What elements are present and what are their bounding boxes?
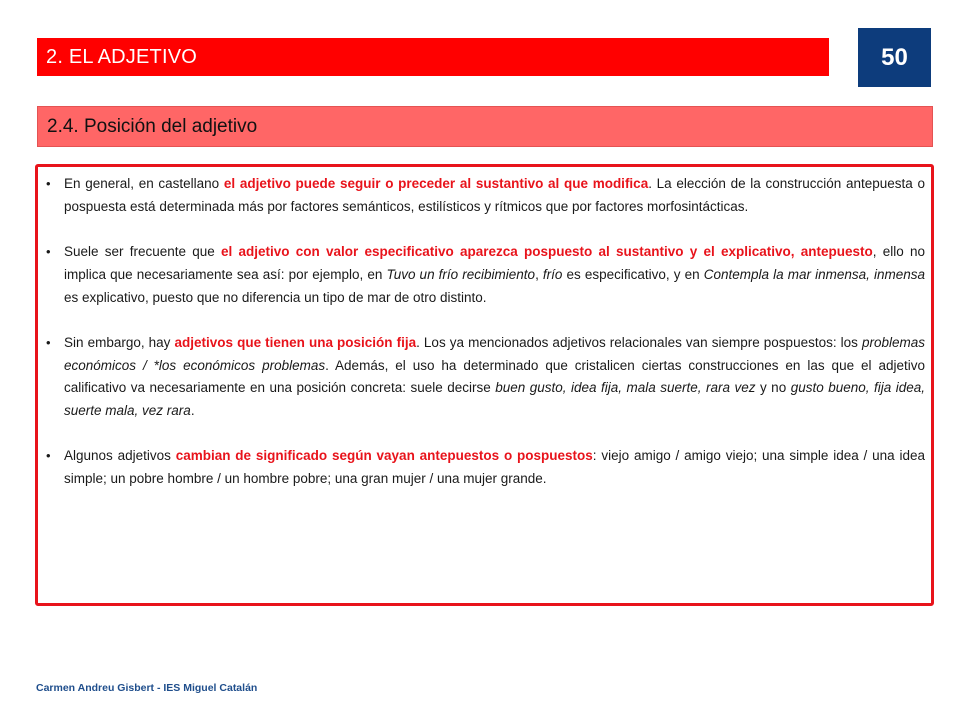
body-text: . Los ya mencionados adjetivos relacionales van siempre pospuestos: los	[416, 334, 862, 350]
bullet-item	[46, 173, 925, 218]
example-text: Tuvo un frío recibimiento	[386, 266, 536, 282]
example-text: frío	[542, 266, 563, 282]
page-number: 50	[881, 43, 908, 71]
body-text: ,	[535, 266, 543, 282]
footer-author: Carmen Andreu Gisbert - IES Miguel Catalán	[36, 682, 258, 694]
bullet-dot-icon: •	[46, 334, 51, 350]
bullet-list	[46, 173, 926, 491]
body-text: Algunos adjetivos	[64, 448, 176, 464]
highlighted-text: adjetivos que tienen una posición fija	[174, 334, 417, 350]
subsection-header-bar	[37, 106, 933, 147]
section-header-bar	[37, 38, 829, 76]
body-text: En general, en castellano	[64, 176, 224, 191]
bullet-item	[46, 241, 925, 309]
subsection-title: 2.4. Posición del adjetivo	[47, 116, 258, 137]
highlighted-text: el adjetivo puede seguir o preceder al sustantivo al que modifica	[223, 176, 649, 191]
body-text: . Además, el uso ha determinado que cristalicen ciertas construcciones en las que el adjetivo calificativo va necesariamente en una posición concreta: suele decirse	[64, 357, 925, 396]
body-text: .	[190, 403, 195, 418]
bullet-dot-icon: •	[46, 448, 51, 464]
highlighted-text: cambian de significado según vayan antepuestos o pospuestos	[175, 448, 593, 464]
body-text: y no	[755, 380, 791, 396]
example-text: Contempla la mar inmensa, inmensa	[703, 266, 925, 282]
body-text: , ello no implica que necesariamente sea así: por ejemplo, en	[64, 244, 925, 282]
body-text: : viejo amigo / amigo viejo; una simple idea / una idea simple; un pobre hombre / un hombre pobre; una gran mujer / una mujer grande.	[64, 448, 925, 487]
bullet-dot-icon: •	[46, 176, 51, 191]
page-number-badge	[858, 28, 931, 87]
body-text: Suele ser frecuente que	[64, 244, 222, 260]
bullet-item	[46, 332, 926, 423]
body-text: . La elección de la construcción antepuesta o pospuesta está determinada más por factores semánticos, estilísticos y rítmicos que por factores morfosintácticas.	[64, 176, 925, 214]
bullet-dot-icon: •	[46, 244, 51, 260]
highlighted-text: el adjetivo con valor especificativo aparezca pospuesto al sustantivo y el explicativo, antepuesto	[221, 244, 873, 260]
example-text: buen gusto, idea fija, mala suerte, rara vez	[495, 380, 756, 396]
section-title: 2. EL ADJETIVO	[46, 46, 198, 68]
body-text: es especificativo, y en	[562, 266, 704, 282]
body-text: es explicativo, puesto que no diferencia un tipo de mar de otro distinto.	[64, 289, 487, 305]
body-text: Sin embargo, hay	[64, 334, 175, 350]
content-box	[35, 164, 934, 606]
example-text: gusto bueno, fija idea, suerte mala, vez rara	[64, 380, 925, 418]
example-text: problemas económicos / *los económicos problemas	[64, 334, 926, 373]
bullet-item	[46, 445, 925, 490]
